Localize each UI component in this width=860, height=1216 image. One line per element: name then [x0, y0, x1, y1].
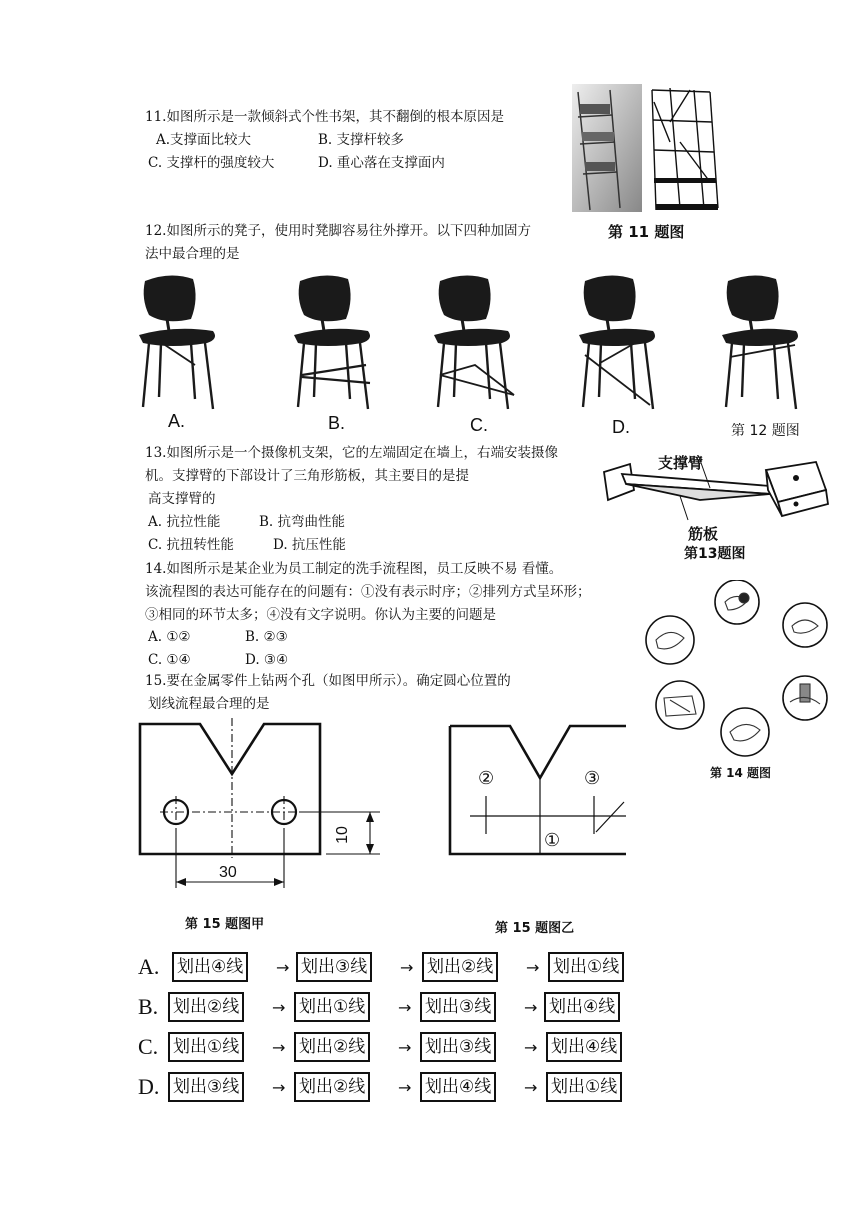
part-drawing-b: [440, 716, 630, 866]
q12-label-c: C.: [470, 415, 488, 435]
flow-step: 划出④线: [546, 1032, 622, 1062]
flow-step: 划出②线: [294, 1072, 370, 1102]
line-mark-3: ③: [584, 768, 601, 789]
q13-arm-label: 支撑臂: [658, 454, 704, 472]
flow-step: 划出③线: [420, 1032, 496, 1062]
line-mark-1: ①: [544, 830, 561, 851]
arrow-right-icon: →: [398, 1038, 412, 1057]
flow-step: 划出②线: [294, 1032, 370, 1062]
dimension-30: 30: [219, 864, 237, 881]
flow-step: 划出③线: [296, 952, 372, 982]
q12-label-b: B.: [328, 413, 346, 433]
arrow-right-icon: →: [400, 958, 414, 977]
flow-option-letter: B.: [138, 994, 159, 1019]
flow-option-letter: C.: [138, 1034, 159, 1059]
q14-stem-line2: 该流程图的表达可能存在的问题有：①没有表示时序；②排列方式呈环形；: [145, 584, 591, 600]
q13-option-a: A. 抗拉性能: [148, 514, 221, 530]
flow-option-c: [138, 1032, 658, 1066]
arrow-right-icon: →: [272, 1078, 286, 1097]
arrow-right-icon: →: [526, 958, 540, 977]
q12-label-d: D.: [612, 417, 630, 437]
flow-step: 划出①线: [548, 952, 624, 982]
q13-stem-line3: 高支撑臂的: [148, 491, 216, 507]
q14-stem-line1: 14.如图所示是某企业为员工制定的洗手流程图，员工反映不易 看懂。: [145, 561, 563, 577]
q12-label-a: A.: [168, 411, 186, 431]
q13-option-c: C. 抗扭转性能: [148, 537, 234, 553]
q13-option-b: B. 抗弯曲性能: [259, 514, 346, 530]
part-drawing-a: [130, 716, 390, 896]
q15-caption-a: 第 15 题图甲: [185, 917, 265, 932]
q11-option-b: B. 支撑杆较多: [318, 132, 405, 148]
arrow-right-icon: →: [398, 1078, 412, 1097]
line-mark-2: ②: [478, 768, 495, 789]
flow-step: 划出①线: [168, 1032, 244, 1062]
handwashing-flow-figure: [640, 580, 840, 760]
flow-step: 划出②线: [168, 992, 244, 1022]
q11-stem: 11.如图所示是一款倾斜式个性书架，其不翻倒的根本原因是: [145, 109, 504, 125]
flow-option-a: [138, 952, 658, 986]
flow-option-d: [138, 1072, 658, 1106]
arrow-right-icon: →: [524, 1038, 538, 1057]
flow-option-letter: D.: [138, 1074, 160, 1099]
q15-stem-line2: 划线流程最合理的是: [148, 696, 270, 712]
q11-caption: 第 11 题图: [608, 223, 685, 241]
flow-step: 划出④线: [420, 1072, 496, 1102]
flow-step: 划出①线: [546, 1072, 622, 1102]
q14-caption: 第 14 题图: [710, 766, 772, 780]
q11-option-a: A.支撑面比较大: [156, 132, 252, 148]
q14-stem-line3: ③相同的环节太多；④没有文字说明。你认为主要的问题是: [145, 607, 496, 623]
q14-option-a: A. ①②: [148, 629, 191, 645]
arrow-right-icon: →: [272, 998, 286, 1017]
flow-option-b: [138, 992, 658, 1026]
q13-rib-label: 筋板: [688, 525, 719, 543]
q12-stem-line1: 12.如图所示的凳子，使用时凳脚容易往外撑开。以下四种加固方: [145, 223, 531, 239]
bookshelf-photo: [570, 82, 730, 217]
arrow-right-icon: →: [276, 958, 290, 977]
q15-caption-b: 第 15 题图乙: [495, 921, 575, 936]
flow-step: 划出②线: [422, 952, 498, 982]
q12-stem-line2: 法中最合理的是: [145, 246, 240, 262]
chair-options-figure: [130, 265, 840, 415]
dimension-10: 10: [333, 826, 351, 844]
flow-step: 划出③线: [168, 1072, 244, 1102]
camera-bracket-figure: [600, 450, 840, 530]
arrow-right-icon: →: [524, 998, 538, 1017]
q12-caption: 第 12 题图: [731, 423, 800, 439]
q15-stem-line1: 15.要在金属零件上钻两个孔（如图甲所示）。确定圆心位置的: [145, 673, 511, 689]
q11-option-c: C. 支撑杆的强度较大: [148, 155, 275, 171]
flow-step: 划出④线: [172, 952, 248, 982]
q14-option-b: B. ②③: [245, 629, 288, 645]
flow-step: 划出④线: [544, 992, 620, 1022]
arrow-right-icon: →: [272, 1038, 286, 1057]
flow-option-letter: A.: [138, 954, 160, 979]
q14-option-c: C. ①④: [148, 652, 191, 668]
arrow-right-icon: →: [398, 998, 412, 1017]
q13-stem-line1: 13.如图所示是一个摄像机支架，它的左端固定在墙上，右端安装摄像: [145, 445, 558, 461]
flow-step: 划出①线: [294, 992, 370, 1022]
arrow-right-icon: →: [524, 1078, 538, 1097]
flow-step: 划出③线: [420, 992, 496, 1022]
q14-option-d: D. ③④: [245, 652, 289, 668]
q13-caption: 第13题图: [684, 546, 746, 562]
q13-option-d: D. 抗压性能: [273, 537, 346, 553]
q13-stem-line2: 机。支撑臂的下部设计了三角形筋板，其主要目的是提: [145, 468, 469, 484]
q11-option-d: D. 重心落在支撑面内: [318, 155, 445, 171]
